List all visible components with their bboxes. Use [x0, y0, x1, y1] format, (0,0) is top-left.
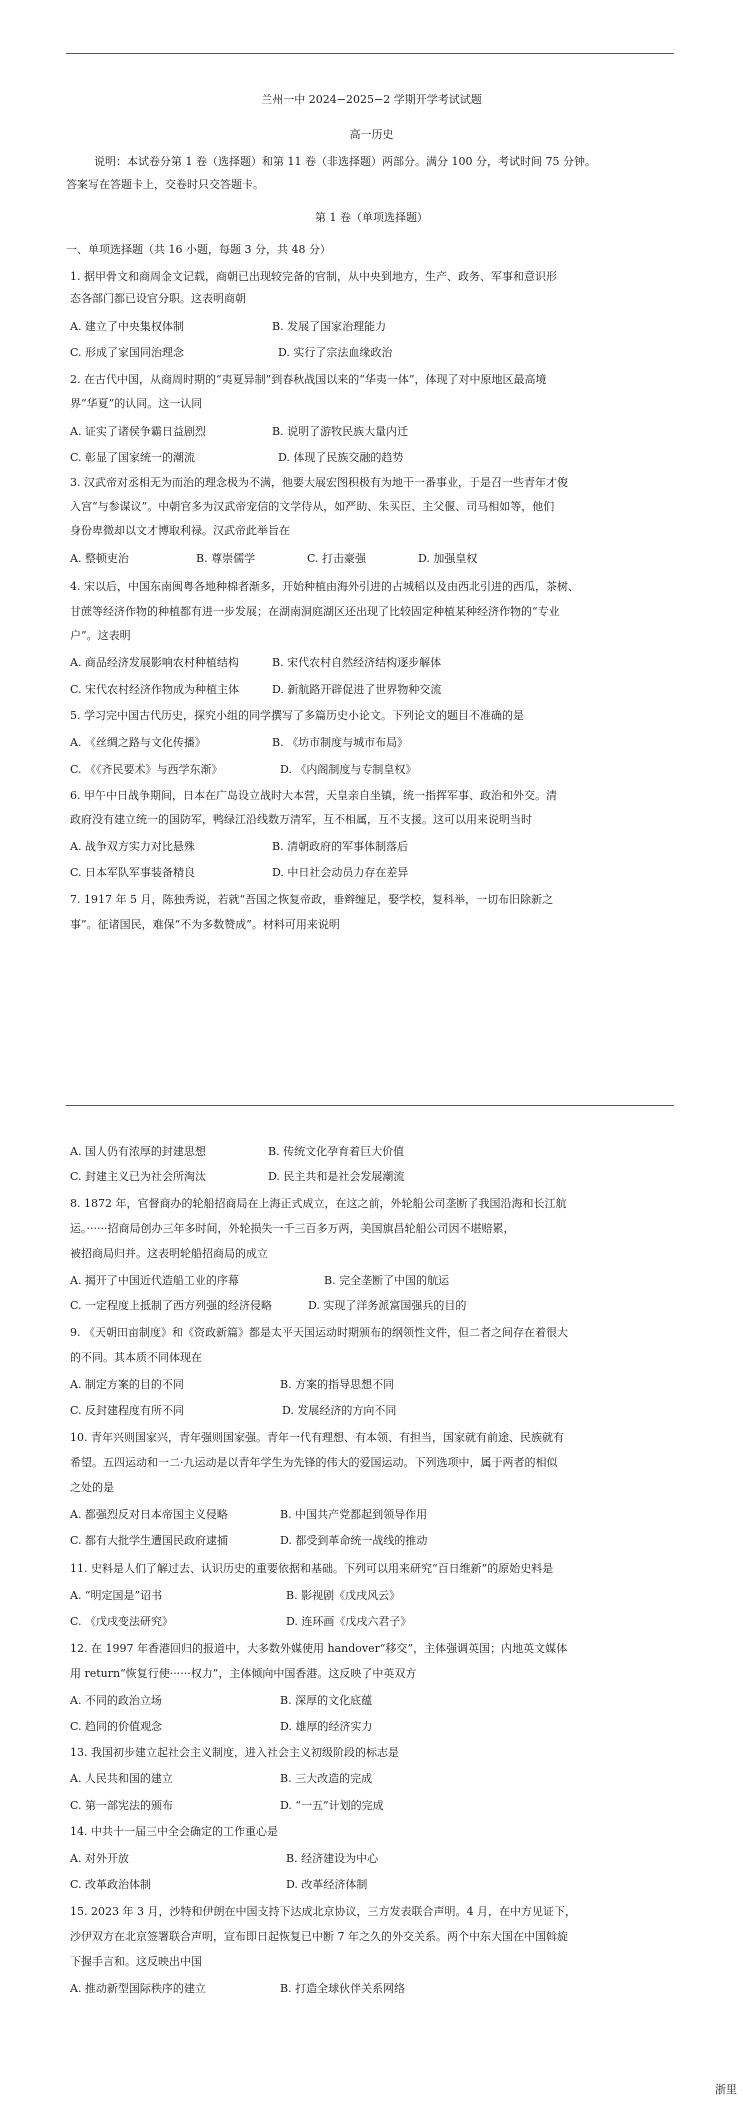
- option-d: D. 《内阁制度与专制皇权》: [280, 763, 417, 776]
- option-b: B. 《坊市制度与城市布局》: [272, 736, 409, 749]
- option-d: D. 民主共和是社会发展潮流: [268, 1170, 405, 1183]
- option-a: A. “明定国是”诏书: [70, 1589, 163, 1602]
- option-c: C. 日本军队军事装备精良: [70, 866, 196, 879]
- question-stem: 9. 《天朝田亩制度》和《资政新篇》都是太平天国运动时期颁布的纲领性文件，但二者之间存在着很大: [70, 1326, 568, 1339]
- question-stem: 甘蔗等经济作物的种植都有进一步发展；在湖南洞庭湖区还出现了比较固定种植某种经济作物的“专业: [70, 605, 560, 618]
- part-heading: 第 1 卷（单项选择题）: [315, 211, 428, 224]
- option-a: A. 人民共和国的建立: [70, 1772, 173, 1785]
- page-break-rule: [66, 1105, 674, 1106]
- option-b: B. 清朝政府的军事体制落后: [272, 840, 409, 853]
- question-stem: 身份卑微却以文才博取利禄。汉武帝此举旨在: [70, 524, 290, 537]
- option-c: C. 打击豪强: [307, 552, 367, 565]
- question-stem: 态各部门都已设官分职。这表明商朝: [70, 292, 246, 305]
- option-b: B. 经济建设为中心: [286, 1852, 379, 1865]
- question-stem: 户”。这表明: [70, 629, 131, 642]
- option-b: B. 打造全球伙伴关系网络: [280, 1982, 406, 1995]
- question-stem: 1. 据甲骨文和商周金文记载，商朝已出现较完备的官制，从中央到地方，生产、政务、军事和意识形: [70, 270, 557, 283]
- question-stem: 7. 1917 年 5 月，陈独秀说，若就“吾国之恢复帝政，垂辫缠足，娶学校，复科举，一切布旧除新之: [70, 893, 554, 906]
- option-b: B. 完全垄断了中国的航运: [324, 1274, 450, 1287]
- question-stem: 5. 学习完中国古代历史，探究小组的同学撰写了多篇历史小论文。下列论文的题目不准确的是: [70, 709, 524, 722]
- option-b: B. 传统文化孕育着巨大价值: [268, 1145, 405, 1158]
- question-stem: 15. 2023 年 3 月，沙特和伊朗在中国支持下达成北京协议，三方发表联合声明。4 月，在中方见证下，: [70, 1905, 576, 1918]
- question-stem: 之处的是: [70, 1481, 114, 1494]
- question-stem: 4. 宋以后，中国东南闽粤各地种棉者渐多，开始种植由海外引进的占城稻以及由西北引进的西瓜，茶树、: [70, 580, 579, 593]
- footer-watermark: 浙里: [715, 2083, 737, 2096]
- question-stem: 11. 史料是人们了解过去、认识历史的重要依据和基础。下列可以用来研究“百日维新”的原始史料是: [70, 1562, 554, 1575]
- question-stem: 沙伊双方在北京签署联合声明，宣布即日起恢复已中断 7 年之久的外交关系。两个中东大国在中国斡旋: [70, 1930, 568, 1943]
- question-stem: 8. 1872 年，官督商办的轮船招商局在上海正式成立，在这之前，外轮船公司垄断了我国沿海和长江航: [70, 1197, 567, 1210]
- option-d: D. 连环画《戊戌六君子》: [286, 1615, 412, 1628]
- option-d: D. 实行了宗法血缘政治: [278, 346, 393, 359]
- option-c: C. 封建主义已为社会所淘汰: [70, 1170, 207, 1183]
- option-c: C. 反封建程度有所不同: [70, 1404, 185, 1417]
- option-a: A. 《丝绸之路与文化传播》: [70, 736, 206, 749]
- question-stem: 12. 在 1997 年香港回归的报道中，大多数外媒使用 handover“移交”，主体强调英国；内地英文媒体: [70, 1642, 568, 1655]
- option-a: A. 不同的政治立场: [70, 1694, 162, 1707]
- option-b: B. 说明了游牧民族大量内迁: [272, 425, 409, 438]
- question-stem: 的不同。其本质不同体现在: [70, 1351, 202, 1364]
- option-d: D. 体现了民族交融的趋势: [278, 451, 404, 464]
- option-a: A. 制定方案的目的不同: [70, 1378, 184, 1391]
- option-c: C. 一定程度上抵制了西方列强的经济侵略: [70, 1299, 273, 1312]
- question-stem: 14. 中共十一届三中全会确定的工作重心是: [70, 1825, 278, 1838]
- question-stem: 3. 汉武帝对丞相无为而治的理念极为不满，他要大展宏图积极有为地干一番事业，于是召一些青年才俊: [70, 476, 568, 489]
- exam-note-continued: 答案写在答题卡上，交卷时只交答题卡。: [66, 178, 264, 191]
- option-d: D. 实现了洋务派富国强兵的目的: [308, 1299, 467, 1312]
- top-rule: [66, 53, 674, 54]
- question-stem: 10. 青年兴则国家兴，青年强则国家强。青年一代有理想、有本领、有担当，国家就有前途、民族就有: [70, 1431, 564, 1444]
- option-b: B. 三大改造的完成: [280, 1772, 373, 1785]
- option-a: A. 证实了诸侯争霸日益剧烈: [70, 425, 206, 438]
- section-heading: 一、单项选择题（共 16 小题，每题 3 分，共 48 分）: [66, 243, 331, 256]
- option-b: B. 尊崇儒学: [196, 552, 256, 565]
- option-a: A. 揭开了中国近代造船工业的序幕: [70, 1274, 239, 1287]
- option-c: C. 都有大批学生遭国民政府逮捕: [70, 1534, 229, 1547]
- option-c: C. 《戊戌变法研究》: [70, 1615, 174, 1628]
- question-stem: 6. 甲午中日战争期间，日本在广岛设立战时大本营，天皇亲自坐镇，统一指挥军事、政治和外交。清: [70, 789, 557, 802]
- option-c: C. 趋同的价值观念: [70, 1720, 163, 1733]
- option-d: D. 发展经济的方向不同: [282, 1404, 397, 1417]
- exam-subject: 高一历史: [349, 128, 394, 141]
- option-c: C. 形成了家国同治理念: [70, 346, 185, 359]
- question-stem: 希望。五四运动和一二·九运动是以青年学生为先锋的伟大的爱国运动。下列选项中，属于两者的相似: [70, 1456, 558, 1469]
- exam-note: 说明：本试卷分第 1 卷（选择题）和第 11 卷（非选择题）两部分。满分 100 分，考试时间 75 分钟。: [94, 155, 596, 168]
- option-d: D. 改革经济体制: [286, 1878, 368, 1891]
- question-stem: 2. 在古代中国，从商周时期的“夷夏异制”到春秋战国以来的“华夷一体”，体现了对中原地区最高境: [70, 373, 547, 386]
- option-b: B. 方案的指导思想不同: [280, 1378, 395, 1391]
- question-stem: 入宫“与参谋议”。中朝官多为汉武帝宠信的文学侍从，如严助、朱买臣、主父偃、司马相如等，他们: [70, 500, 555, 513]
- option-a: A. 整顿吏治: [70, 552, 129, 565]
- option-a: A. 推动新型国际秩序的建立: [70, 1982, 206, 1995]
- option-d: D. “一五”计划的完成: [280, 1799, 384, 1812]
- question-stem: 下握手言和。这反映出中国: [70, 1955, 202, 1968]
- question-stem: 被招商局归并。这表明轮船招商局的成立: [70, 1247, 268, 1260]
- option-d: D. 都受到革命统一战线的推动: [280, 1534, 428, 1547]
- question-stem: 用 return“恢复行使······权力”，主体倾向中国香港。这反映了中英双方: [70, 1667, 417, 1680]
- option-a: A. 国人仍有浓厚的封建思想: [70, 1145, 206, 1158]
- question-stem: 界“华夏”的认同。这一认同: [70, 397, 203, 410]
- question-stem: 运。······招商局创办三年多时间，外轮损失一千三百多万两，美国旗昌轮船公司因不堪赔累，: [70, 1222, 515, 1235]
- option-b: B. 影视剧《戊戌风云》: [286, 1589, 401, 1602]
- option-c: C. 第一部宪法的颁布: [70, 1799, 174, 1812]
- option-c: C. 改革政治体制: [70, 1878, 152, 1891]
- exam-title: 兰州一中 2024−2025−2 学期开学考试试题: [261, 93, 482, 106]
- option-a: A. 战争双方实力对比悬殊: [70, 840, 195, 853]
- option-d: D. 加强皇权: [418, 552, 478, 565]
- option-c: C. 宋代农村经济作物成为种植主体: [70, 683, 240, 696]
- option-b: B. 中国共产党都起到领导作用: [280, 1508, 428, 1521]
- option-a: A. 建立了中央集权体制: [70, 320, 184, 333]
- option-c: C. 彰显了国家统一的潮流: [70, 451, 196, 464]
- question-stem: 政府没有建立统一的国防军，鸭绿江沿线数万清军，互不相属，互不支援。这可以用来说明当时: [70, 813, 532, 826]
- option-a: A. 都强烈反对日本帝国主义侵略: [70, 1508, 228, 1521]
- option-a: A. 商品经济发展影响农村种植结构: [70, 656, 239, 669]
- option-d: D. 中日社会动员力存在差异: [272, 866, 409, 879]
- option-d: D. 新航路开辟促进了世界物种交流: [272, 683, 442, 696]
- question-stem: 事”。征诸国民，难保“不为多数赞成”。材料可用来说明: [70, 918, 340, 931]
- question-stem: 13. 我国初步建立起社会主义制度，进入社会主义初级阶段的标志是: [70, 1746, 399, 1759]
- option-d: D. 雄厚的经济实力: [280, 1720, 373, 1733]
- option-b: B. 发展了国家治理能力: [272, 320, 387, 333]
- option-b: B. 宋代农村自然经济结构逐步解体: [272, 656, 442, 669]
- option-c: C. 《《齐民要术》与西学东渐》: [70, 763, 223, 776]
- option-a: A. 对外开放: [70, 1852, 129, 1865]
- option-b: B. 深厚的文化底蕴: [280, 1694, 373, 1707]
